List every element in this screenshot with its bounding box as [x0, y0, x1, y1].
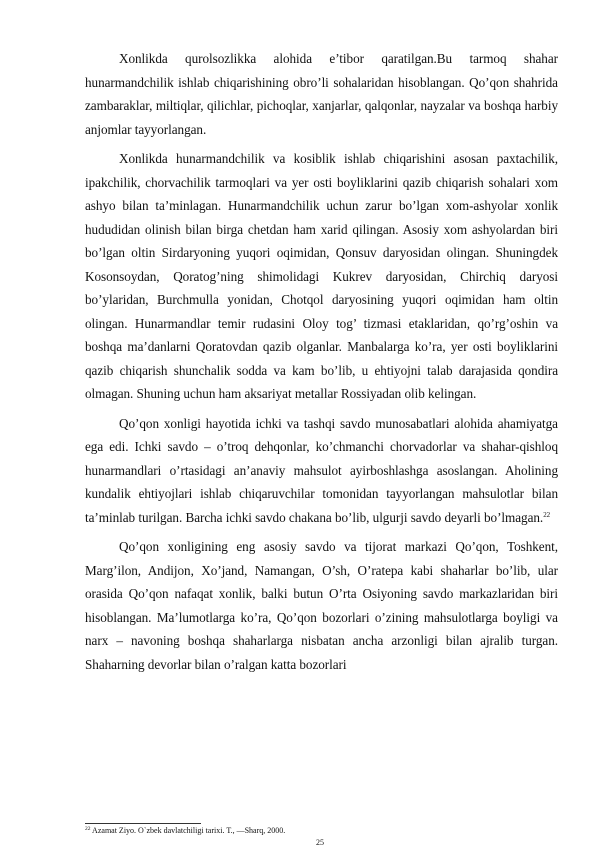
paragraph-text: Qo’qon xonligi hayotida ichki va tashqi savdo munosabatlari alohida ahamiyatga ega edi. Ichki savdo – o’troq dehqonlar, ko’chmanchi chorvadorlar va shahar-qishloq hunarmandlari o’rtasidagi an’anaviy mahsulot ayirboshlashga asoslangan. Aholining kundalik ehtiyojlari ishlab chiqaruvchilar tomonidan tayyorlangan mahsulotlar bilan ta’minlab turilgan. Barcha ichki savdo chakana bo’lib, ulgurji savdo deyarli bo’lmagan. [85, 415, 558, 525]
page-number: 25 [316, 838, 324, 847]
paragraph: Xonlikda qurolsozlikka alohida e’tibor qaratilgan.Bu tarmoq shahar hunarmandchilik ishlab chiqarishining obro’li sohalaridan hisoblangan. Qo’qon shahrida zambaraklar, miltiqlar, qilichlar, pichoqlar, xanjarlar, qalqonlar, nayzalar va boshqa harbiy anjomlar tayyorlangan. [85, 51, 558, 137]
footnote [85, 826, 285, 835]
footnote-reference[interactable]: 22 [543, 510, 551, 519]
footnote-divider [85, 823, 201, 824]
footnote-marker: 22 [85, 826, 91, 832]
paragraph-with-footnote [85, 412, 558, 530]
footnote-text: Azamat Ziyo. O`zbek davlatchiligi tarixi. T., —Sharq, 2000. [90, 826, 286, 835]
paragraph: Xonlikda hunarmandchilik va kosiblik ishlab chiqarishini asosan paxtachilik, ipakchilik, chorvachilik tarmoqlari va yer osti boyliklarini qazib chiqarish sohalari xom ashyo bilan ta’minlagan. Hunarmandchilik uchun zarur bo’lgan xom-ashyolar xonlik hududidan olinish bilan birga chetdan ham xarid qilingan. Asosiy xom ashyolardan biri bo’lgan oltin Sirdaryoning yuqori oqimidan, Qonsuv daryosidan olingan. Shuningdek Kosonsoydan, Qoratog’ning shimolidagi Kukrev daryosidan, Chirchiq daryosi bo’ylaridan, Burchmulla yonidan, Chotqol daryosining yuqori oqimidan ham oltin olingan. Hunarmandlar temir rudasini Oloy tog’ tizmasi etaklaridan, qo’rg’oshin va boshqa ma’danlarni Qoratovdan qazib olganlar. Manbalarga ko’ra, yer osti boyliklarini qazib chiqarish shunchalik sodda va kam bo’lib, u ehtiyojni talab darajasida qondira olmagan. Shuning uchun ham aksariyat metallar Rossiyadan olib kelingan. [85, 151, 558, 401]
document-body [85, 47, 558, 682]
paragraph: Qo’qon xonligining eng asosiy savdo va tijorat markazi Qo’qon, Toshkent, Marg’ilon, Andijon, Xo’jand, Namangan, O’sh, O’ratepa kabi shaharlar bo’lib, ular orasida Qo’qon nafaqat xonlik, balki butun O’rta Osiyoning savdo markazlaridan biri hisoblangan. Ma’lumotlarga ko’ra, Qo’qon bozorlari o’zining mahsulotlarga boyligi va narx – navoning boshqa shaharlarga nisbatan ancha arzonligi bilan ajralib turgan. Shaharning devorlar bilan o’ralgan katta bozorlari [85, 539, 558, 672]
